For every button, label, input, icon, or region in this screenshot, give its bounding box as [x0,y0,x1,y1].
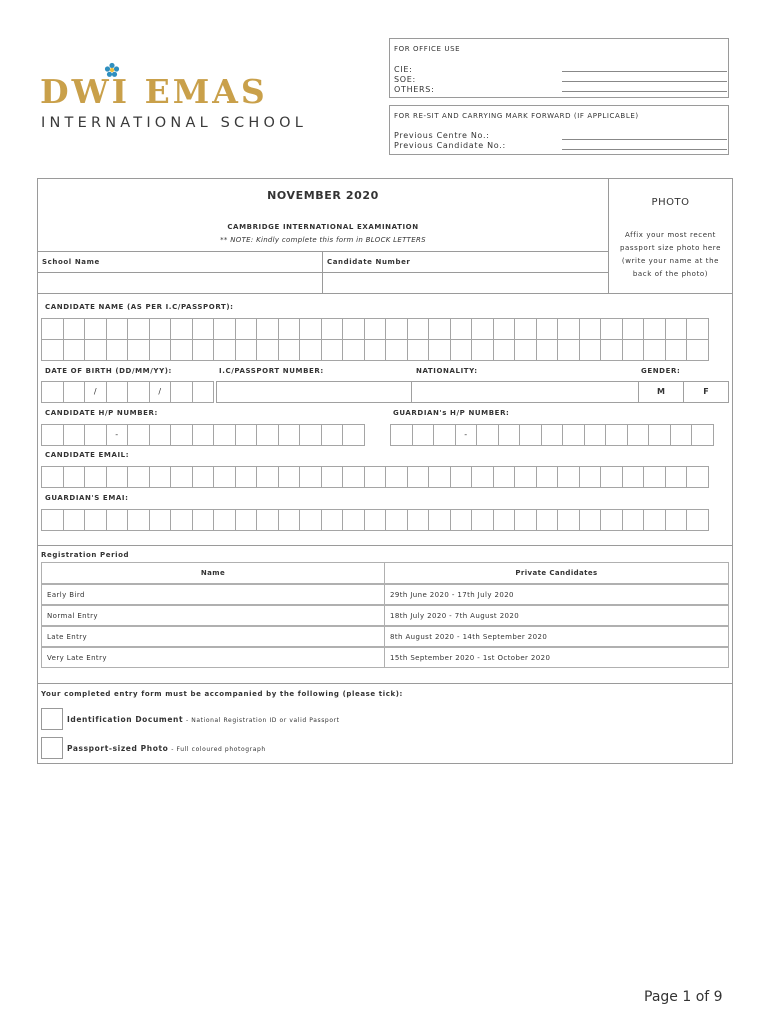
letter-box[interactable] [450,318,473,340]
office-use-box [389,38,729,98]
letter-box[interactable] [235,318,258,340]
office-field-soe: SOE: [394,75,416,84]
letter-box[interactable] [385,509,408,531]
resit-field-candidate: Previous Candidate No.: [394,141,506,150]
letter-box[interactable] [450,466,473,488]
letter-box[interactable] [643,318,666,340]
letter-box[interactable] [41,381,64,403]
letter-box[interactable] [622,466,645,488]
candidate-number-input[interactable] [322,272,609,294]
letter-box[interactable] [536,509,559,531]
cie-line[interactable] [562,71,727,72]
office-field-others: OTHERS: [394,85,435,94]
school-name-label-cell [37,251,323,273]
reg-name: Late Entry [41,626,385,647]
letter-box[interactable] [600,466,623,488]
candidate-number-label-cell [322,251,609,273]
centre-no-line[interactable] [562,139,727,140]
letter-box[interactable] [84,424,107,446]
letter-box[interactable] [321,339,344,361]
letter-box[interactable] [256,318,279,340]
letter-box[interactable] [600,339,623,361]
letter-box[interactable] [605,424,628,446]
letter-box[interactable] [278,424,301,446]
letter-box[interactable] [321,509,344,531]
letter-box[interactable] [192,381,215,403]
logo-name: DWI EMAS [40,72,268,111]
letter-box[interactable] [342,339,365,361]
letter-box[interactable] [127,509,150,531]
letter-box[interactable] [127,381,150,403]
col-private: Private Candidates [384,562,729,584]
gender-f-label: F [703,387,709,396]
dob-label: DATE OF BIRTH (DD/MM/YY): [45,367,172,375]
letter-box[interactable] [665,509,688,531]
letter-box[interactable] [514,509,537,531]
logo-wordmark [40,72,268,111]
letter-box[interactable] [686,339,709,361]
photo-item-title: Passport-sized Photo [67,744,169,753]
letter-box[interactable] [127,466,150,488]
letter-box[interactable] [84,339,107,361]
logo-subtitle: INTERNATIONAL SCHOOL [41,115,307,131]
letter-box[interactable] [557,509,580,531]
id-document-checkbox[interactable] [41,708,63,730]
letter-box[interactable] [235,466,258,488]
letter-box[interactable] [213,509,236,531]
letter-box[interactable] [84,318,107,340]
letter-box[interactable] [584,424,607,446]
table-row [41,647,729,668]
block-letters-note: ** NOTE: Kindly complete this form in BLOCK LETTERS [220,236,426,244]
letter-box[interactable] [364,466,387,488]
letter-box[interactable] [433,424,456,446]
letter-box[interactable] [213,466,236,488]
letter-box[interactable] [498,424,521,446]
letter-box[interactable] [63,424,86,446]
gender-label: GENDER: [641,367,681,375]
letter-box[interactable] [691,424,714,446]
letter-box[interactable] [256,424,279,446]
dob-cells[interactable] [41,381,213,403]
letter-box[interactable] [149,466,172,488]
letter-box[interactable] [192,466,215,488]
reg-period: 8th August 2020 - 14th September 2020 [384,626,729,647]
letter-box[interactable] [170,466,193,488]
resit-field-centre: Previous Centre No.: [394,131,490,140]
page-number: Page 1 of 9 [644,989,723,1005]
guardian-hp-label: GUARDIAN's H/P NUMBER: [393,409,510,417]
photo-title: PHOTO [651,197,690,208]
candidate-name-row-2[interactable] [41,339,708,361]
reg-period: 18th July 2020 - 7th August 2020 [384,605,729,626]
id-document-title: Identification Document [67,715,184,724]
letter-box[interactable] [63,339,86,361]
letter-box[interactable] [170,509,193,531]
letter-box[interactable] [278,339,301,361]
letter-box[interactable] [41,318,64,340]
school-logo [40,62,307,137]
letter-box[interactable] [686,466,709,488]
letter-box[interactable] [235,339,258,361]
letter-box[interactable] [450,339,473,361]
letter-box[interactable] [106,318,129,340]
letter-box[interactable] [321,466,344,488]
letter-box[interactable] [41,466,64,488]
letter-box[interactable] [342,509,365,531]
letter-box[interactable] [299,509,322,531]
candidate-number-label: Candidate Number [327,258,411,266]
photo-line-3: (write your name at the [621,257,720,265]
photo-line-4: back of the photo) [632,270,709,278]
letter-box[interactable] [321,318,344,340]
letter-box[interactable] [428,339,451,361]
letter-box[interactable] [364,318,387,340]
letter-box[interactable] [627,424,650,446]
school-name-label: School Name [42,258,100,266]
letter-box[interactable] [385,318,408,340]
letter-box[interactable] [519,424,542,446]
registration-header-row [41,562,729,584]
letter-box[interactable] [364,509,387,531]
letter-box-separator[interactable]: - [106,424,129,446]
letter-box[interactable] [192,509,215,531]
letter-box[interactable] [541,424,564,446]
photo-item-desc: - Full coloured photograph [171,746,266,753]
resit-heading: FOR RE-SIT AND CARRYING MARK FORWARD (IF APPLICABLE) [394,112,639,120]
letter-box[interactable] [149,509,172,531]
letter-box[interactable] [562,424,585,446]
guardian-hp-cells[interactable] [390,424,713,446]
letter-box[interactable] [213,424,236,446]
letter-box[interactable] [192,339,215,361]
gender-m-label: M [657,387,665,396]
letter-box[interactable] [149,339,172,361]
office-field-cie: CIE: [394,65,413,74]
letter-box[interactable] [342,318,365,340]
letter-box[interactable] [686,318,709,340]
letter-box[interactable] [412,424,435,446]
photo-box[interactable] [608,178,733,294]
letter-box[interactable] [622,339,645,361]
nationality-label: NATIONALITY: [416,367,478,375]
letter-box[interactable] [149,424,172,446]
letter-box[interactable] [557,318,580,340]
letter-box[interactable] [321,424,344,446]
letter-box[interactable] [557,466,580,488]
letter-box-separator[interactable]: / [84,381,107,403]
letter-box[interactable] [127,424,150,446]
candidate-name-label: CANDIDATE NAME (AS PER I.C/PASSPORT): [45,303,234,311]
letter-box[interactable] [385,466,408,488]
photo-line-1: Affix your most recent [624,231,717,239]
reg-name: Very Late Entry [41,647,385,668]
letter-box[interactable] [428,509,451,531]
letter-box[interactable] [670,424,693,446]
letter-box[interactable] [63,466,86,488]
id-document-item [67,715,340,724]
photo-line-2: passport size photo here [620,244,721,252]
letter-box[interactable] [493,339,516,361]
letter-box[interactable] [476,424,499,446]
letter-box[interactable] [342,466,365,488]
letter-box[interactable] [450,509,473,531]
section-divider-2 [37,683,733,684]
table-row [41,605,729,626]
id-document-desc: - National Registration ID or valid Passport [185,717,340,724]
letter-box[interactable] [686,509,709,531]
letter-box[interactable] [278,466,301,488]
letter-box[interactable] [149,318,172,340]
letter-box[interactable] [41,509,64,531]
letter-box[interactable] [256,466,279,488]
letter-box[interactable] [127,339,150,361]
letter-box[interactable] [493,466,516,488]
letter-box[interactable] [471,509,494,531]
letter-box[interactable] [536,318,559,340]
candidate-name-row-1[interactable] [41,318,708,340]
letter-box[interactable] [256,339,279,361]
reg-period: 29th June 2020 - 17th July 2020 [384,584,729,605]
letter-box[interactable] [235,424,258,446]
candidate-hp-label: CANDIDATE H/P NUMBER: [45,409,158,417]
letter-box[interactable] [514,466,537,488]
others-line[interactable] [562,91,727,92]
letter-box[interactable] [170,318,193,340]
letter-box[interactable] [471,339,494,361]
office-use-heading: FOR OFFICE USE [394,45,461,53]
letter-box[interactable] [579,466,602,488]
letter-box[interactable] [278,318,301,340]
letter-box[interactable] [622,509,645,531]
letter-box[interactable] [63,318,86,340]
letter-box[interactable] [665,466,688,488]
ic-input[interactable] [216,381,412,403]
letter-box[interactable] [643,466,666,488]
letter-box[interactable] [428,466,451,488]
letter-box[interactable] [407,318,430,340]
letter-box[interactable] [342,424,365,446]
letter-box[interactable] [579,318,602,340]
letter-box[interactable] [493,318,516,340]
candidate-email-label: CANDIDATE EMAIL: [45,451,130,459]
letter-box[interactable] [643,509,666,531]
table-row [41,584,729,605]
letter-box[interactable] [364,339,387,361]
letter-box[interactable] [579,339,602,361]
letter-box[interactable] [579,509,602,531]
letter-box[interactable] [514,318,537,340]
letter-box[interactable] [643,339,666,361]
letter-box[interactable] [84,509,107,531]
letter-box[interactable] [557,339,580,361]
col-name: Name [41,562,385,584]
letter-box[interactable] [600,318,623,340]
gender-m-box[interactable] [638,381,684,403]
candidate-email-cells[interactable] [41,466,708,488]
letter-box[interactable] [213,339,236,361]
letter-box[interactable] [665,318,688,340]
letter-box[interactable] [390,424,413,446]
photo-item [67,744,266,753]
ic-label: I.C/PASSPORT NUMBER: [219,367,324,375]
gender-f-box[interactable] [683,381,729,403]
photo-checkbox[interactable] [41,737,63,759]
letter-box[interactable] [127,318,150,340]
soe-line[interactable] [562,81,727,82]
letter-box[interactable] [536,466,559,488]
letter-box[interactable] [665,339,688,361]
exam-title: NOVEMBER 2020 [267,189,379,202]
letter-box[interactable] [256,509,279,531]
letter-box[interactable] [213,318,236,340]
letter-box[interactable] [622,318,645,340]
letter-box-separator[interactable]: / [149,381,172,403]
letter-box[interactable] [41,339,64,361]
exam-name: CAMBRIDGE INTERNATIONAL EXAMINATION [227,223,419,231]
letter-box[interactable] [493,509,516,531]
letter-box[interactable] [299,339,322,361]
letter-box[interactable] [299,466,322,488]
letter-box[interactable] [192,424,215,446]
letter-box[interactable] [428,318,451,340]
documents-heading: Your completed entry form must be accompanied by the following (please tick): [41,690,403,698]
letter-box[interactable] [407,509,430,531]
letter-box[interactable] [648,424,671,446]
letter-box[interactable] [385,339,408,361]
registration-heading: Registration Period [41,551,130,559]
guardian-email-label: GUARDIAN'S EMAI: [45,494,129,502]
candidate-no-line[interactable] [562,149,727,150]
letter-box[interactable] [407,466,430,488]
letter-box[interactable] [514,339,537,361]
letter-box[interactable] [63,509,86,531]
letter-box[interactable] [63,381,86,403]
letter-box[interactable] [471,466,494,488]
letter-box[interactable] [106,466,129,488]
letter-box[interactable] [235,509,258,531]
letter-box[interactable] [106,381,129,403]
nationality-input[interactable] [411,381,639,403]
letter-box[interactable] [278,509,301,531]
school-name-input[interactable] [37,272,323,294]
letter-box[interactable] [170,424,193,446]
letter-box[interactable] [84,466,107,488]
letter-box[interactable] [600,509,623,531]
letter-box[interactable] [536,339,559,361]
reg-name: Early Bird [41,584,385,605]
letter-box-separator[interactable]: - [455,424,478,446]
letter-box[interactable] [106,509,129,531]
letter-box[interactable] [299,424,322,446]
letter-box[interactable] [41,424,64,446]
letter-box[interactable] [170,381,193,403]
reg-period: 15th September 2020 - 1st October 2020 [384,647,729,668]
resit-box [389,105,729,155]
letter-box[interactable] [471,318,494,340]
letter-box[interactable] [170,339,193,361]
letter-box[interactable] [106,339,129,361]
letter-box[interactable] [192,318,215,340]
section-divider-1 [37,545,733,546]
reg-name: Normal Entry [41,605,385,626]
letter-box[interactable] [299,318,322,340]
table-row [41,626,729,647]
candidate-hp-cells[interactable] [41,424,364,446]
guardian-email-cells[interactable] [41,509,708,531]
letter-box[interactable] [407,339,430,361]
